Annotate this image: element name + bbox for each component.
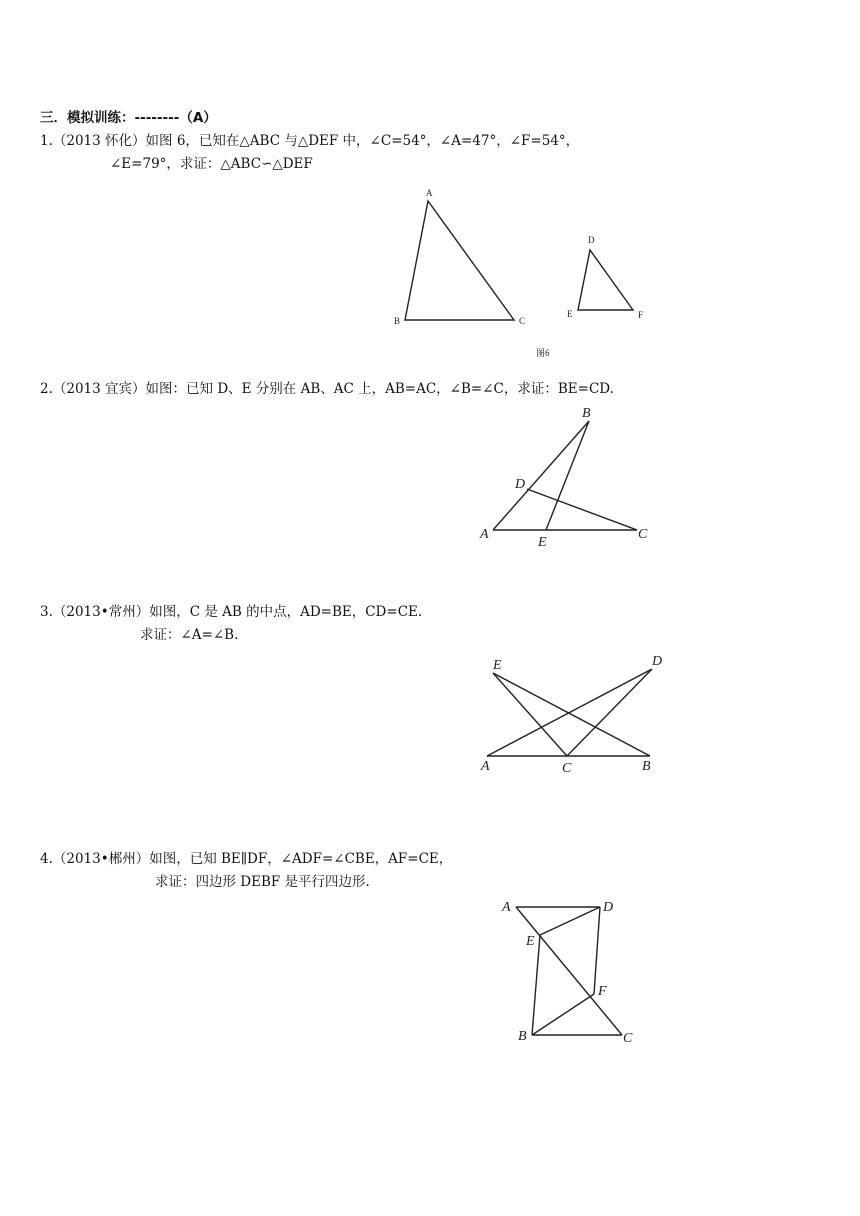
point-label-a: A <box>481 759 490 774</box>
vertex-label-a: A <box>426 188 433 198</box>
point-label-f: F <box>598 984 607 999</box>
point-label-e: E <box>538 535 547 550</box>
problem-4-statement: 4.（2013•郴州）如图，已知 BE∥DF，∠ADF=∠CBE，AF=CE， <box>40 851 453 867</box>
point-label-e: E <box>493 658 502 673</box>
section-heading: 三．模拟训练：--------（A） <box>40 110 217 126</box>
problem-3-goal: 求证：∠A=∠B. <box>140 627 239 643</box>
point-label-d: D <box>515 477 526 492</box>
segment-ac <box>516 907 622 1035</box>
segment-bf <box>532 994 594 1035</box>
problem-3-statement: 3.（2013•常州）如图，C 是 AB 的中点，AD=BE，CD=CE. <box>40 604 423 620</box>
point-label-d: D <box>603 900 614 915</box>
vertex-label-f: F <box>638 310 644 320</box>
point-label-c: C <box>638 527 648 542</box>
figure-caption: 图6 <box>536 348 550 358</box>
point-label-b: B <box>642 759 651 774</box>
problem-1-goal: ∠E=79°，求证：△ABC∽△DEF <box>110 156 313 172</box>
vertex-label-b: B <box>394 316 401 326</box>
point-label-d: D <box>652 654 663 669</box>
vertex-label-d: D <box>588 235 595 245</box>
point-label-b: B <box>582 406 591 421</box>
problem-2-statement: 2.（2013 宜宾）如图：已知 D、E 分别在 AB、AC 上，AB=AC，∠B=∠C，求证：BE=CD. <box>40 381 614 397</box>
point-label-a: A <box>502 900 511 915</box>
vertex-label-c: C <box>519 316 526 326</box>
point-label-e: E <box>526 934 535 949</box>
segment-ed <box>540 907 600 935</box>
point-label-b: B <box>518 1029 527 1044</box>
problem-1-statement: 1.（2013 怀化）如图 6，已知在△ABC 与△DEF 中，∠C=54°，∠A=47°，∠F=54°， <box>40 133 580 149</box>
segment-df <box>594 907 600 994</box>
point-label-c: C <box>562 761 572 776</box>
problem-4-goal: 求证：四边形 DEBF 是平行四边形. <box>155 874 370 890</box>
vertex-label-e: E <box>567 309 573 319</box>
point-label-a: A <box>480 527 489 542</box>
segment-be <box>532 935 540 1035</box>
point-label-c: C <box>623 1031 633 1046</box>
